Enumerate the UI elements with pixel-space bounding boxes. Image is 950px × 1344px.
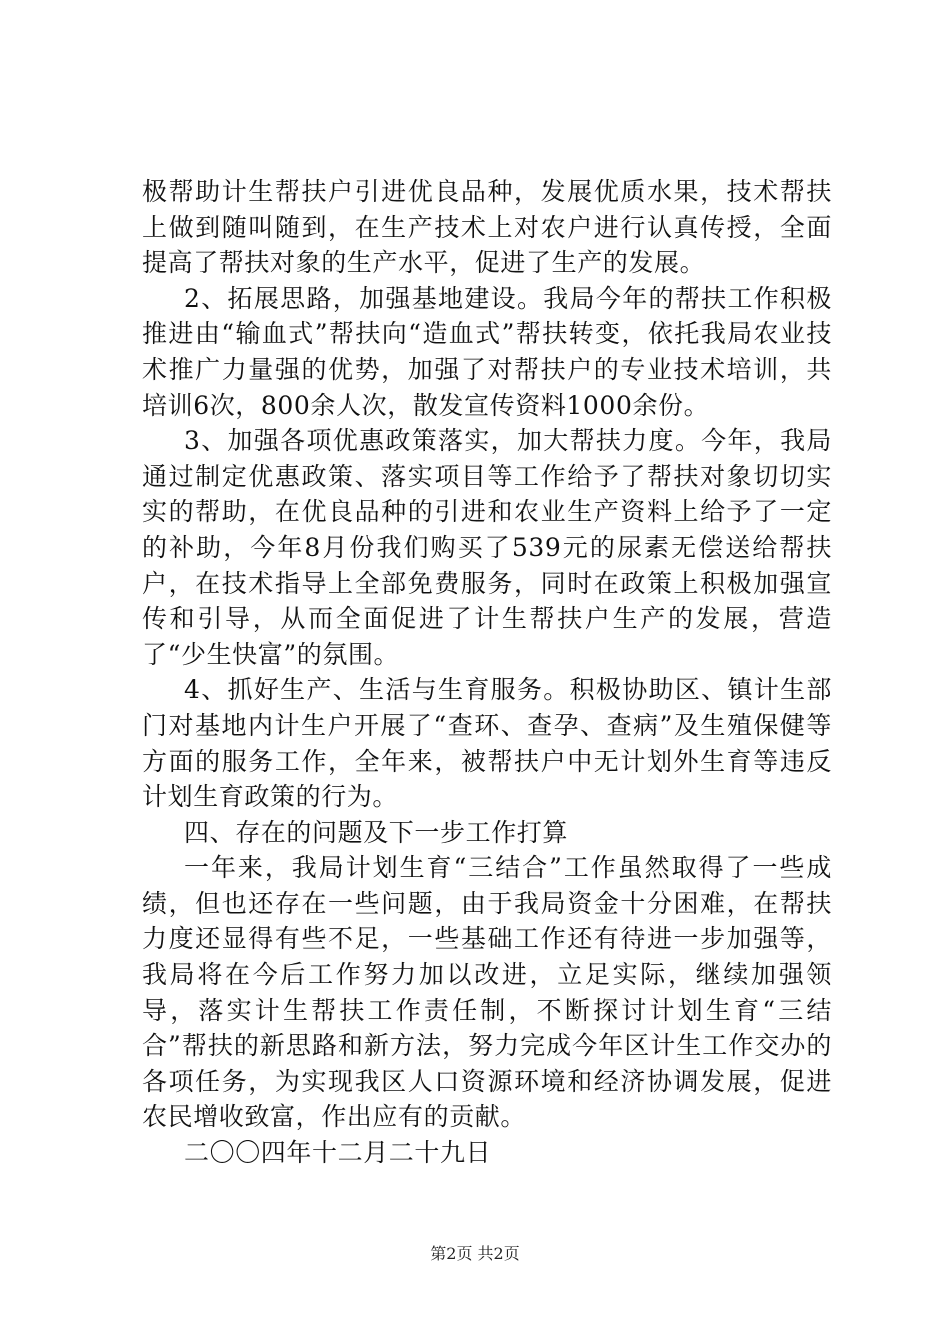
document-body: [142, 174, 832, 1171]
paragraph-continuation: 极帮助计生帮扶户引进优良品种，发展优质水果，技术帮扶上做到随叫随到，在生产技术上对农户进行认真传授，全面提高了帮扶对象的生产水平，促进了生产的发展。: [142, 177, 832, 278]
paragraph-item-3: 3、加强各项优惠政策落实，加大帮扶力度。今年，我局通过制定优惠政策、落实项目等工作给予了帮扶对象切切实实的帮助，在优良品种的引进和农业生产资料上给予了一定的补助，今年8月份我们购买了539元的尿素无偿送给帮扶户，在技术指导上全部免费服务，同时在政策上积极加强宣传和引导，从而全面促进了计生帮扶户生产的发展，营造了“少生快富”的氛围。: [142, 426, 832, 669]
paragraph-item-4: 4、抓好生产、生活与生育服务。积极协助区、镇计生部门对基地内计生户开展了“查环、查孕、查病”及生殖保健等方面的服务工作，全年来，被帮扶户中无计划外生育等违反计划生育政策的行为。: [142, 675, 832, 812]
paragraph-issues: 一年来，我局计划生育“三结合”工作虽然取得了一些成绩，但也还存在一些问题，由于我局资金十分困难，在帮扶力度还显得有些不足，一些基础工作还有待进一步加强等，我局将在今后工作努力加以改进，立足实际，继续加强领导，落实计生帮扶工作责任制，不断探讨计划生育“三结合”帮扶的新思路和新方法，努力完成今年区计生工作交办的各项任务，为实现我区人口资源环境和经济协调发展，促进农民增收致富，作出应有的贡献。: [142, 853, 832, 1132]
section-heading-issues: 四、存在的问题及下一步工作打算: [184, 817, 569, 847]
paragraph-item-2: 2、拓展思路，加强基地建设。我局今年的帮扶工作积极推进由“输血式”帮扶向“造血式”帮扶转变，依托我局农业技术推广力量强的优势，加强了对帮扶户的专业技术培训，共培训6次，800余人次，散发宣传资料1000余份。: [142, 283, 832, 420]
page-number-footer: 第2页 共2页: [430, 1244, 520, 1263]
document-date: 二〇〇四年十二月二十九日: [184, 1138, 492, 1168]
